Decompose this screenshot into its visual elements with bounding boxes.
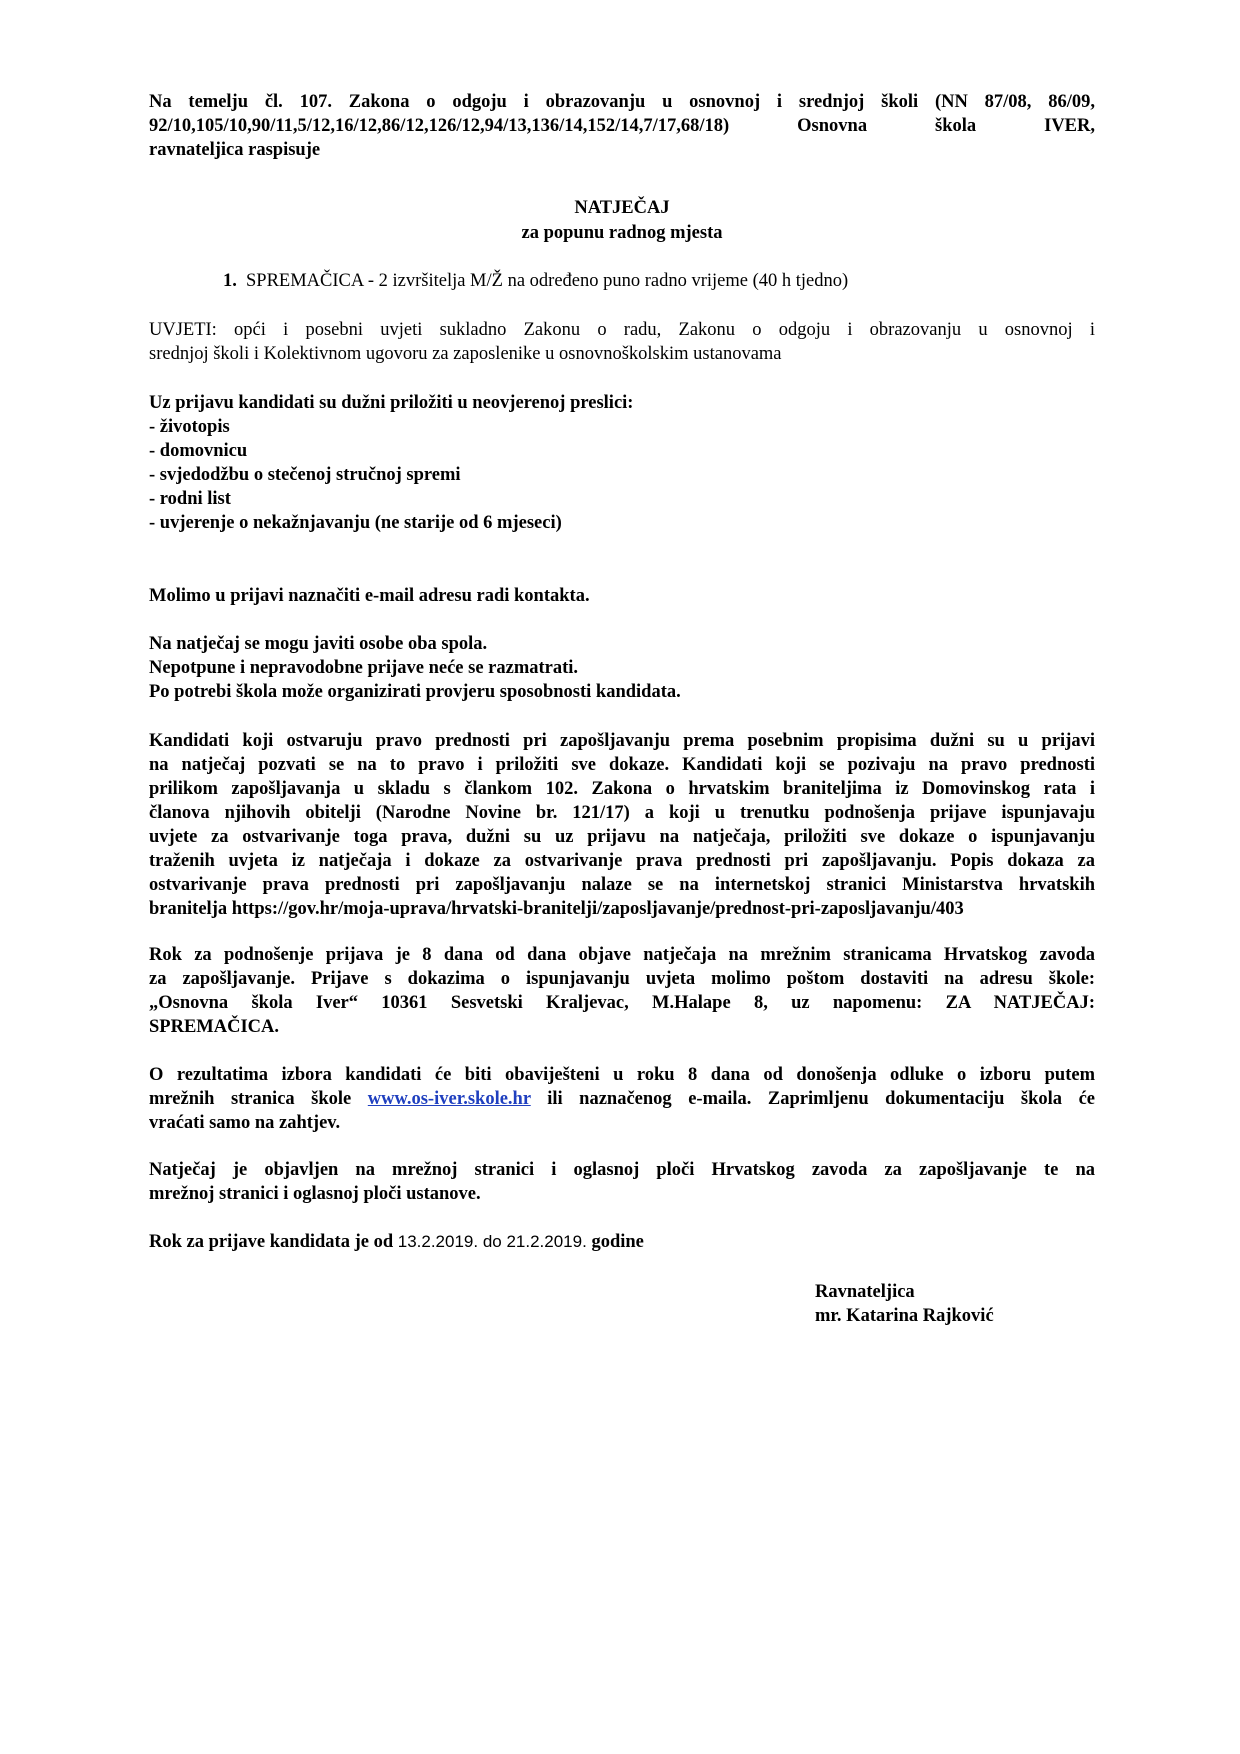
deadline-line: Rok za podnošenje prijava je 8 dana od dana objave natječaja na mrežnim stranicama Hrvatskog zavoda	[149, 945, 1095, 965]
deadline-line: za zapošljavanje. Prijave s dokazima o ispunjavanju uvjeta molimo poštom dostaviti na adresu škole:	[149, 969, 1095, 989]
conditions-line-2: srednjoj školi i Kolektivnom ugovoru za zaposlenike u osnovnoškolskim ustanovama	[149, 344, 782, 364]
documents-section	[149, 391, 1095, 535]
intro-line-1: Na temelju čl. 107. Zakona o odgoju i obrazovanju u osnovnoj i srednjoj školi (NN 87/08, 86/09,	[149, 92, 1095, 112]
intro-paragraph	[149, 90, 1095, 162]
list-item: - životopis	[149, 417, 230, 437]
results-line-3: vraćati samo na zahtjev.	[149, 1113, 341, 1133]
priority-line: traženih uvjeta iz natječaja i dokaze za ostvarivanje prava prednosti pri zapošljavanju. Popis dokaza za	[149, 851, 1095, 871]
note-line: Na natječaj se mogu javiti osobe oba spola.	[149, 634, 488, 654]
position-number: 1.	[223, 271, 237, 291]
priority-line: na natječaj pozvati se na to pravo i priložiti sve dokaze. Kandidati koji se pozivaju na pravo prednosti	[149, 755, 1095, 775]
intro-line-3: ravnateljica raspisuje	[149, 140, 321, 160]
position-text: SPREMAČICA - 2 izvršitelja M/Ž na određeno puno radno vrijeme (40 h tjedno)	[246, 271, 849, 291]
results-line-2	[149, 1087, 1095, 1111]
signature-role: Ravnateljica	[815, 1282, 915, 1302]
position-item	[223, 269, 1095, 293]
note-line: Po potrebi škola može organizirati provjeru sposobnosti kandidata.	[149, 682, 681, 702]
results-line-2-after: ili naznačenog e-maila. Zaprimljenu dokumentaciju škola će	[530, 1089, 1095, 1109]
deadline-last-line: SPREMAČICA.	[149, 1017, 280, 1037]
priority-line: ostvarivanje prava prednosti pri zapošljavanju nalaze se na internetskoj stranici Ministarstva hrvatskih	[149, 875, 1095, 895]
published-paragraph	[149, 1158, 1095, 1206]
heading-subtitle: za popunu radnog mjesta	[521, 223, 723, 243]
application-period	[149, 1230, 1095, 1254]
priority-line: prilikom zapošljavanja u skladu s člankom 102. Zakona o hrvatskim braniteljima iz Domovinskog rata i	[149, 779, 1095, 799]
published-line-1: Natječaj je objavljen na mrežnoj stranici i oglasnoj ploči Hrvatskog zavoda za zapošljavanje te na	[149, 1160, 1095, 1180]
list-item: - domovnicu	[149, 441, 248, 461]
period-before: Rok za prijave kandidata je od	[149, 1232, 398, 1252]
general-notes	[149, 632, 1095, 704]
conditions-label: UVJETI:	[149, 320, 217, 340]
signature-name: mr. Katarina Rajković	[815, 1306, 994, 1326]
list-item: - uvjerenje o nekažnjavanju (ne starije od 6 mjeseci)	[149, 513, 562, 533]
priority-line: uvjete za ostvarivanje toga prava, dužni su uz prijavu na natječaja, priložiti sve dokaze o ispunjavanju	[149, 827, 1095, 847]
list-item: - rodni list	[149, 489, 231, 509]
period-after: godine	[586, 1232, 644, 1252]
school-website-link[interactable]: www.os-iver.skole.hr	[367, 1089, 531, 1109]
deadline-line: „Osnovna škola Iver“ 10361 Sesvetski Kraljevac, M.Halape 8, uz napomenu: ZA NATJEČAJ:	[149, 993, 1095, 1013]
documents-intro: Uz prijavu kandidati su dužni priložiti u neovjerenoj preslici:	[149, 393, 634, 413]
conditions-paragraph	[149, 318, 1095, 366]
priority-line: Kandidati koji ostvaruju pravo prednosti pri zapošljavanju prema posebnim propisima dužni su u prijavi	[149, 731, 1095, 751]
priority-last-line: branitelja https://gov.hr/moja-uprava/hrvatski-branitelji/zaposljavanje/prednost-pri-zaposljavanju/403	[149, 899, 964, 919]
list-item: - svjedodžbu o stečenoj stručnoj spremi	[149, 465, 461, 485]
deadline-paragraph	[149, 943, 1095, 1039]
priority-line: članova njihovih obitelji (Narodne Novine br. 121/17) a koji u trenutku podnošenja prijave ispunjavaju	[149, 803, 1095, 823]
note-line: Nepotpune i nepravodobne prijave neće se razmatrati.	[149, 658, 579, 678]
email-note: Molimo u prijavi naznačiti e-mail adresu radi kontakta.	[149, 586, 590, 606]
results-paragraph	[149, 1063, 1095, 1135]
priority-paragraph	[149, 729, 1095, 921]
results-line-2-before: mrežnih stranica škole	[149, 1089, 368, 1109]
period-dates: 13.2.2019. do 21.2.2019.	[397, 1232, 587, 1251]
published-line-2: mrežnoj stranici i oglasnoj ploči ustanove.	[149, 1184, 481, 1204]
heading-title: NATJEČAJ	[574, 198, 670, 218]
intro-line-2: 92/10,105/10,90/11,5/12,16/12,86/12,126/12,94/13,136/14,152/14,7/17,68/18) Osnovna škola IVER,	[149, 116, 1095, 136]
results-line-1: O rezultatima izbora kandidati će biti obaviješteni u roku 8 dana od donošenja odluke o izboru putem	[149, 1065, 1095, 1085]
conditions-line-1: opći i posebni uvjeti sukladno Zakonu o radu, Zakonu o odgoju i obrazovanju u osnovnoj i	[216, 320, 1095, 340]
